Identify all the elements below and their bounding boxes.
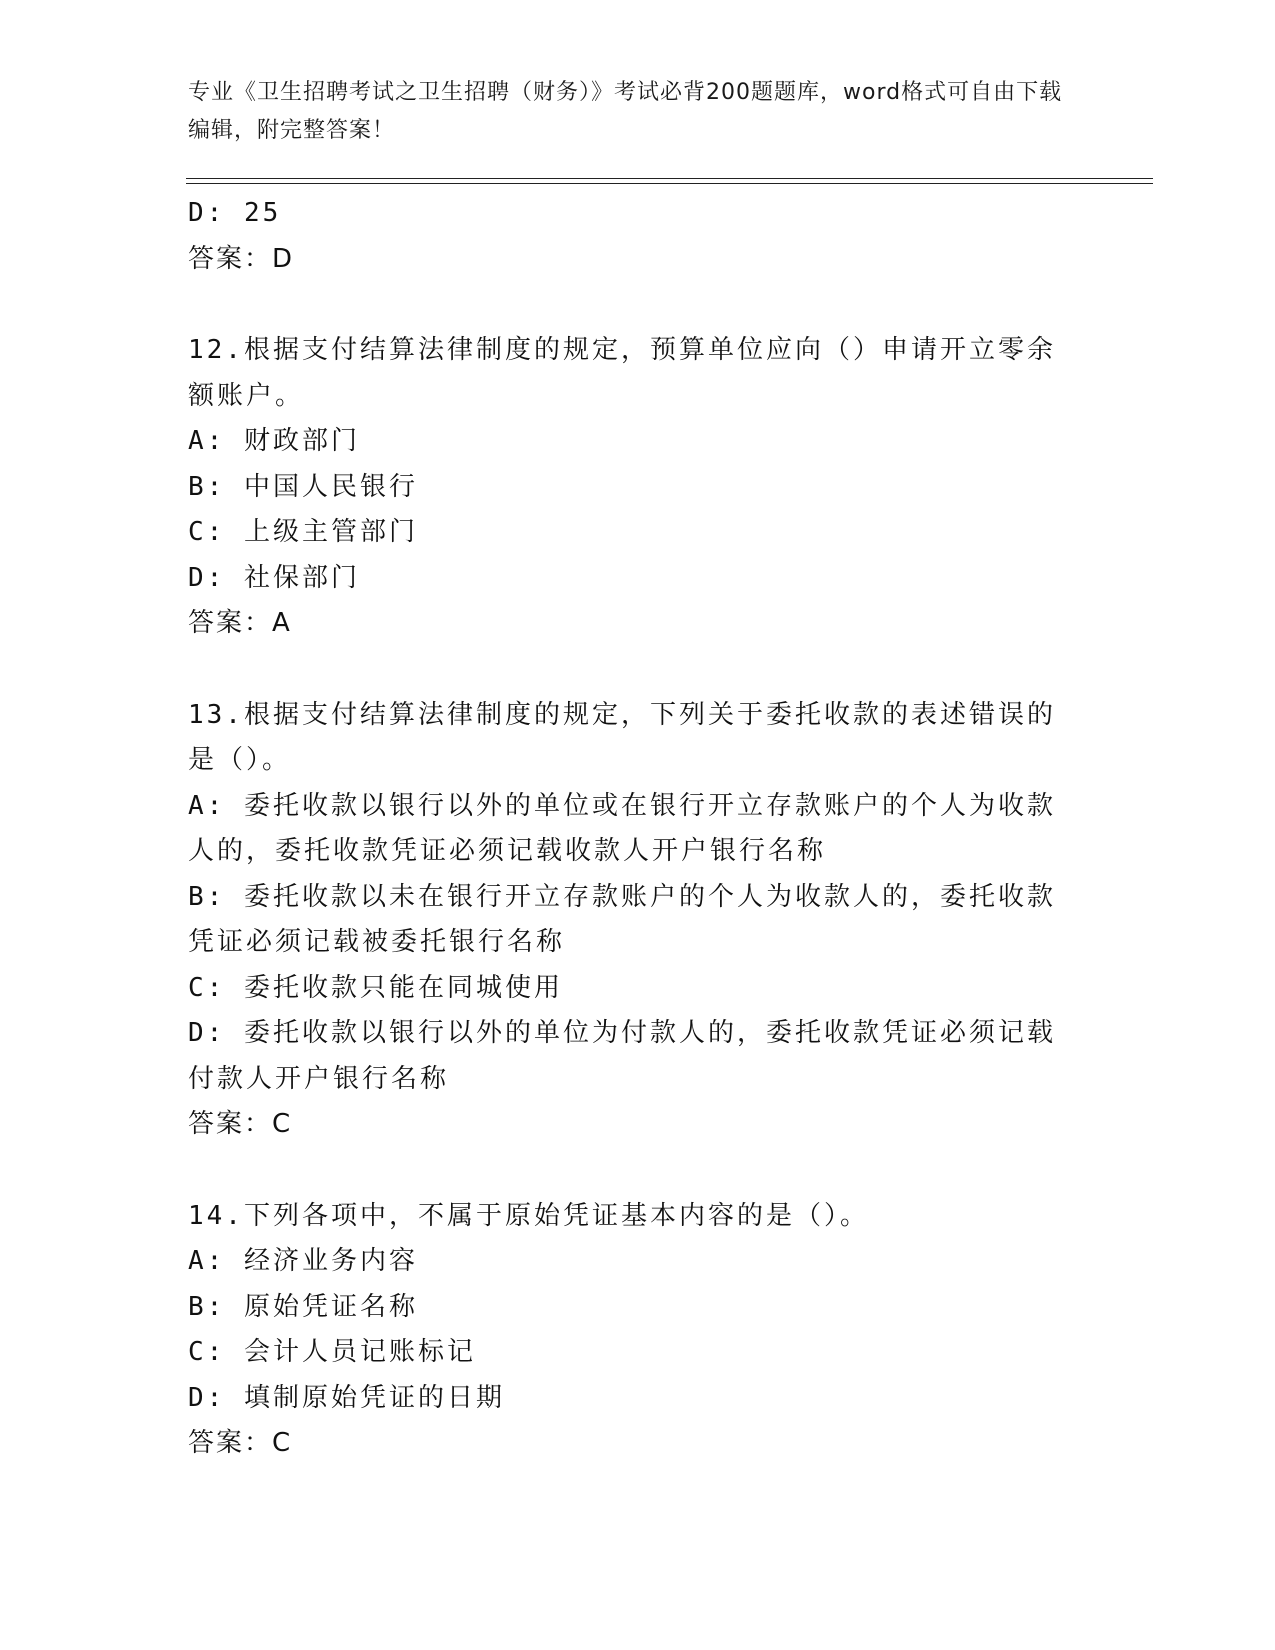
option-b: B: 委托收款以未在银行开立存款账户的个人为收款人的，委托收款凭证必须记载被委托银行名称 (188, 881, 1056, 957)
option-d: D: 委托收款以银行以外的单位为付款人的，委托收款凭证必须记载付款人开户银行名称 (188, 1018, 1056, 1094)
option-d: D: 25 (188, 198, 282, 228)
option-b: B: 中国人民银行 (188, 471, 418, 502)
spacer (188, 647, 1078, 693)
answer-line: 答案：C (188, 1428, 293, 1458)
option-c: C: 会计人员记账标记 (188, 1337, 476, 1367)
option-c: C: 委托收款只能在同城使用 (188, 972, 563, 1003)
option-d: D: 填制原始凭证的日期 (188, 1382, 505, 1413)
question-content (188, 191, 1078, 1467)
option-a: A: 经济业务内容 (188, 1246, 418, 1276)
answer-line: 答案：D (188, 243, 295, 274)
option-d: D: 社保部门 (188, 562, 360, 593)
header-divider-top (186, 178, 1153, 179)
question-stem-14: 14.下列各项中，不属于原始凭证基本内容的是（）。 (188, 1200, 869, 1231)
answer-line: 答案：C (188, 1109, 293, 1139)
page-header: 专业《卫生招聘考试之卫生招聘（财务）》考试必背200题题库，word格式可自由下载编辑，附完整答案！ (188, 80, 1063, 143)
answer-line: 答案：A (188, 608, 292, 638)
option-c: C: 上级主管部门 (188, 517, 418, 547)
option-b: B: 原始凭证名称 (188, 1291, 418, 1322)
header-divider-bottom (186, 183, 1153, 184)
spacer (188, 1148, 1078, 1194)
option-a: A: 财政部门 (188, 426, 360, 456)
question-stem-13: 13.根据支付结算法律制度的规定，下列关于委托收款的表述错误的是（）。 (188, 699, 1056, 775)
question-stem-12: 12.根据支付结算法律制度的规定，预算单位应向（）申请开立零余额账户。 (188, 335, 1056, 411)
spacer (188, 282, 1078, 328)
option-a: A: 委托收款以银行以外的单位或在银行开立存款账户的个人为收款人的，委托收款凭证必须记载收款人开户银行名称 (188, 790, 1056, 866)
